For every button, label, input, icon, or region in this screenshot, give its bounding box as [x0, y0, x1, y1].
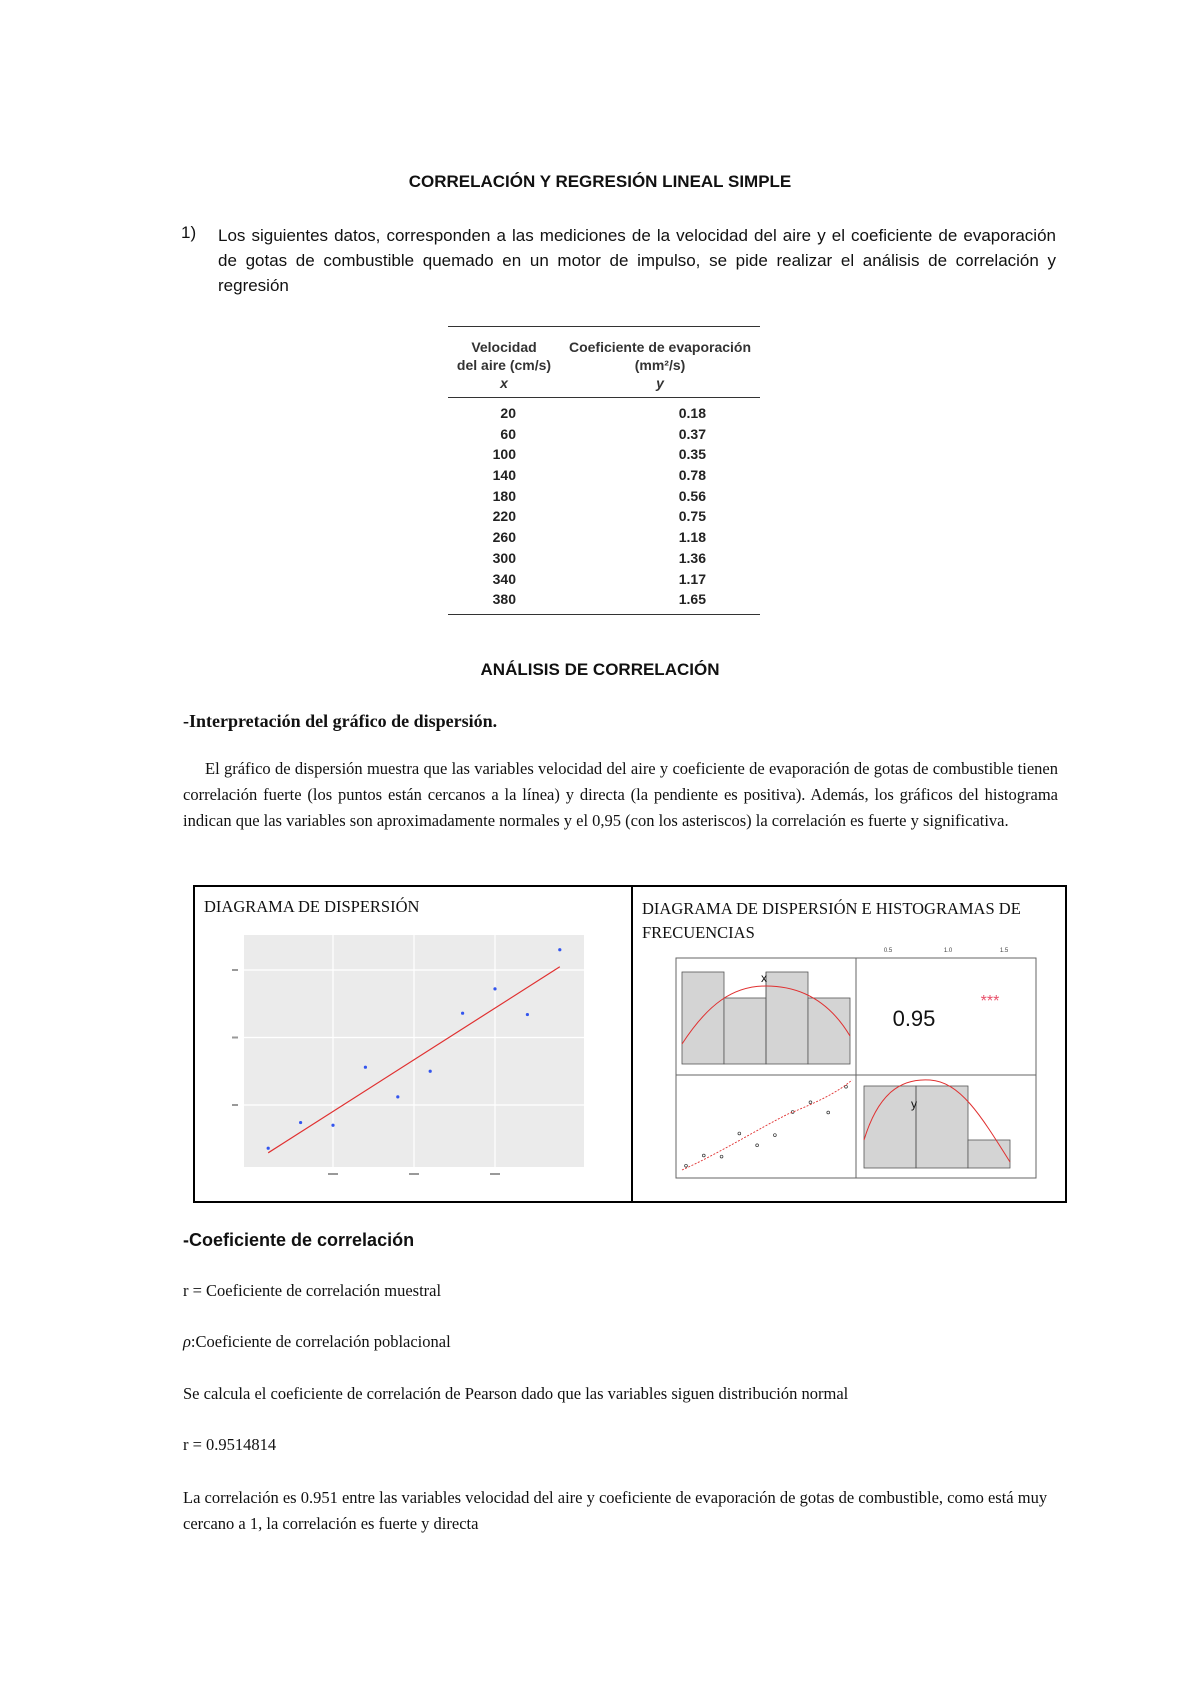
table-row [448, 424, 760, 445]
left-figure-caption: DIAGRAMA DE DISPERSIÓN [204, 897, 420, 916]
histogram-x [682, 972, 850, 1064]
cell-x: 180 [492, 487, 516, 504]
rho-text: :Coeficiente de correlación poblacional [190, 1332, 451, 1351]
section-heading-correlation: ANÁLISIS DE CORRELACIÓN [480, 660, 720, 679]
panel-corr [856, 958, 1036, 1075]
table-row [448, 589, 760, 610]
small-data-point [756, 1144, 759, 1147]
data-point [558, 948, 561, 951]
pairs-plot [638, 944, 1048, 1182]
cell-y: 1.18 [678, 529, 706, 546]
table-body [448, 403, 760, 610]
col1-var: x [500, 375, 508, 391]
interpretation-paragraph: El gráfico de dispersión muestra que las variables velocidad del aire y coeficiente de evaporación de gotas de combustible tienen correlación fuerte (los puntos están cercanos a la línea) y directa (la pendiente es positiva). Además, los gráficos del histograma indican que las variables son aproximadamente normales y el 0,95 (con los asteriscos) la correlación es fuerte y significativa. [183, 759, 1058, 830]
col2-var: y [656, 375, 664, 391]
cell-x: 220 [492, 508, 516, 525]
rho-definition [183, 1332, 451, 1352]
data-point [461, 1012, 464, 1015]
col2-header-line1: Coeficiente de evaporación [568, 339, 752, 355]
small-data-point [738, 1132, 741, 1135]
cell-x: 300 [492, 549, 516, 566]
x-tick-mark [490, 1173, 500, 1175]
scatter-plot [212, 935, 592, 1187]
col2-header-line2: (mm²/s) [634, 357, 686, 373]
cell-y: 0.35 [678, 446, 706, 463]
cell-x: 60 [500, 425, 516, 442]
table-row [448, 548, 760, 569]
small-data-point [809, 1101, 812, 1104]
table-row [448, 569, 760, 590]
hist-y-label: y [911, 1097, 917, 1111]
small-scatter-smooth [682, 1080, 852, 1170]
question-text: Los siguientes datos, corresponden a las mediciones de la velocidad del aire y el coeficiente de evaporación de gotas de combustible quemado en un motor de impulso, se pide realizar el análisis de correlación y regresión [218, 226, 1056, 295]
cell-y: 0.37 [678, 425, 706, 442]
x-tick-mark [328, 1173, 338, 1175]
cell-x: 260 [492, 529, 516, 546]
table-row [448, 465, 760, 486]
data-point [493, 987, 496, 990]
conclusion: La correlación es 0.951 entre las variables velocidad del aire y coeficiente de evaporación de gotas de combustible, como está muy cercano a 1, la correlación es fuerte y directa [183, 1488, 1048, 1533]
histogram-y [864, 1080, 1010, 1168]
cell-y: 1.65 [678, 591, 706, 608]
small-data-point [685, 1164, 688, 1167]
data-point [429, 1070, 432, 1073]
col1-header-line1: Velocidad [471, 339, 537, 355]
x-tick-mark [409, 1173, 419, 1175]
table-row [448, 403, 760, 424]
correlation-value: 0.95 [892, 1006, 936, 1031]
interpretation-heading: -Interpretación del gráfico de dispersión. [183, 711, 498, 731]
r-value: r = 0.9514814 [183, 1435, 277, 1454]
figures-divider [631, 885, 633, 1203]
right-figure-caption: DIAGRAMA DE DISPERSIÓN E HISTOGRAMAS DE FRECUENCIAS [642, 899, 1021, 942]
panel-scatter-small [676, 1075, 856, 1178]
cell-x: 380 [492, 591, 516, 608]
small-scatter-points [685, 1085, 848, 1167]
r-definition: r = Coeficiente de correlación muestral [183, 1281, 442, 1300]
question-number: 1) [181, 223, 197, 242]
table-row [448, 527, 760, 548]
table-row [448, 506, 760, 527]
coefficient-heading: -Coeficiente de correlación [183, 1230, 415, 1250]
table-row [448, 444, 760, 465]
pearson-statement: Se calcula el coeficiente de correlación de Pearson dado que las variables siguen distribución normal [183, 1384, 849, 1403]
cell-x: 140 [492, 467, 516, 484]
small-data-point [773, 1134, 776, 1137]
cell-y: 1.17 [678, 570, 706, 587]
data-point [331, 1124, 334, 1127]
top-tick-3: 1.5 [999, 948, 1009, 954]
data-table [448, 326, 760, 615]
cell-y: 1.36 [678, 549, 706, 566]
top-tick-1: 0.5 [883, 948, 893, 954]
cell-x: 340 [492, 570, 516, 587]
rho-symbol: ρ [183, 1332, 191, 1351]
cell-y: 0.18 [678, 405, 706, 421]
cell-y: 0.78 [678, 467, 706, 484]
y-tick-mark [232, 1104, 238, 1106]
y-tick-mark [232, 969, 238, 971]
cell-y: 0.75 [678, 508, 706, 525]
data-point [396, 1095, 399, 1098]
significance-stars: *** [980, 993, 1000, 1010]
top-tick-2: 1.0 [943, 948, 953, 954]
data-point [299, 1121, 302, 1124]
data-point [526, 1013, 529, 1016]
data-point [267, 1147, 270, 1150]
cell-y: 0.56 [678, 487, 706, 504]
cell-x: 100 [492, 446, 516, 463]
col1-header-line2: del aire (cm/s) [456, 357, 552, 373]
data-point [364, 1066, 367, 1069]
small-data-point [827, 1111, 830, 1114]
cell-x: 20 [500, 405, 516, 421]
small-data-point [702, 1154, 705, 1157]
y-tick-mark [232, 1037, 238, 1039]
page-title: CORRELACIÓN Y REGRESIÓN LINEAL SIMPLE [408, 172, 792, 191]
hist-x-label: x [761, 971, 767, 985]
table-row [448, 486, 760, 507]
small-data-point [720, 1155, 723, 1158]
